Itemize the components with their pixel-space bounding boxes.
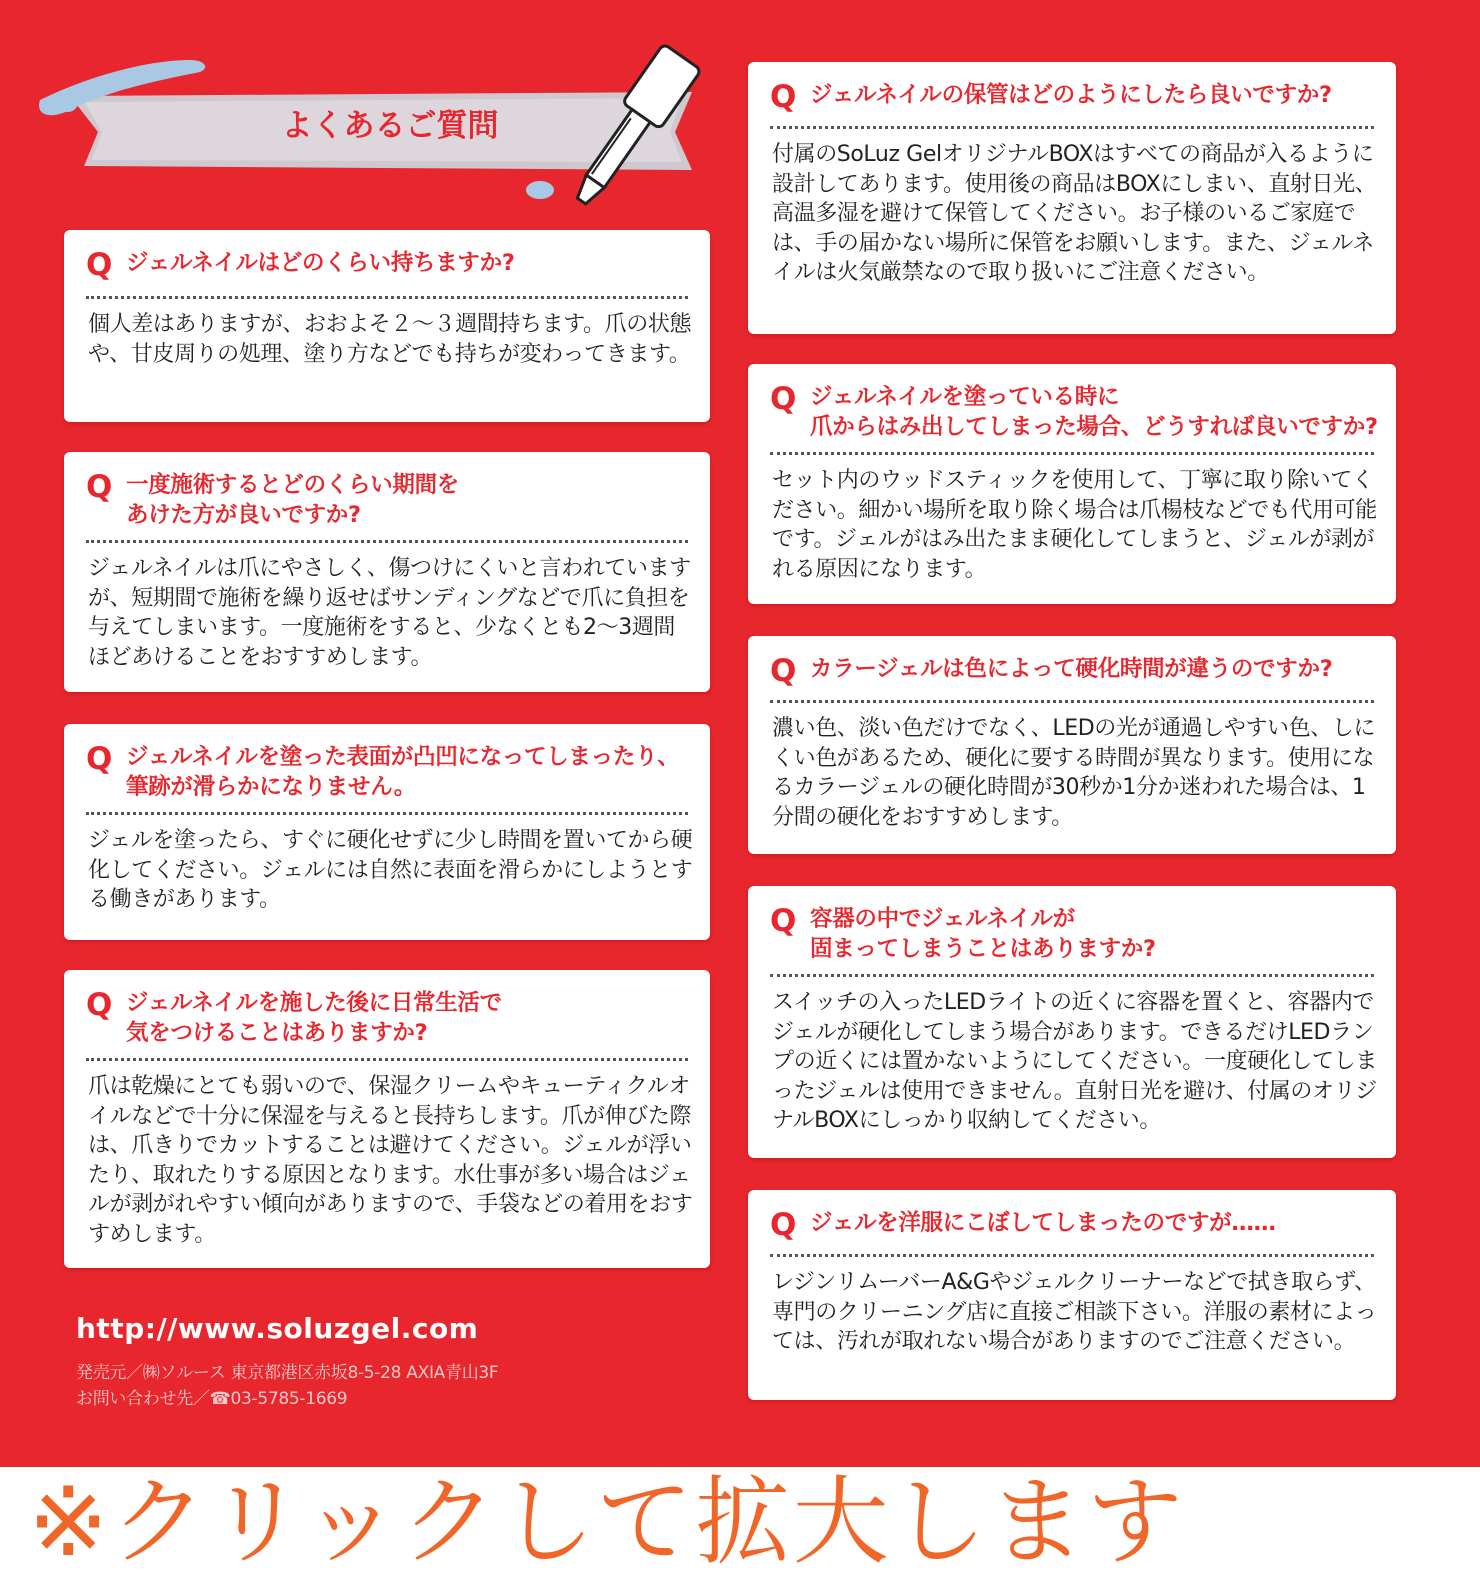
dotted-divider xyxy=(86,812,688,815)
q-mark-icon: Q xyxy=(770,1207,797,1243)
answer-text: 濃い色、淡い色だけでなく、LEDの光が通過しやすい色、しにくい色があるため、硬化に要する時間が異なります。使用になるカラージェルの硬化時間が30秒か1分か迷われた場合は、1分間の硬化をおすすめします。 xyxy=(772,716,1376,830)
question-header xyxy=(86,988,696,1048)
answer-text: スイッチの入ったLEDライトの近くに容器を置くと、容器内でジェルが硬化してしまう場合があります。できるだけLEDランプの近くには置かないようにしてください。一度硬化してしまったジェルは使用できません。直射日光を避け、付属のオリジナルBOXにしっかり収納してください。 xyxy=(772,990,1377,1133)
contact-phone: お問い合わせ先／☎03-5785-1669 xyxy=(76,1389,348,1409)
question-header xyxy=(770,1207,1382,1243)
dotted-divider xyxy=(770,126,1374,129)
question-text: 一度施術するとどのくらい期間を あけた方が良いですか? xyxy=(126,472,460,528)
q-mark-icon: Q xyxy=(770,903,797,939)
faq-left-card-1 xyxy=(64,230,710,422)
question-text: ジェルネイルはどのくらい持ちますか? xyxy=(126,250,515,276)
q-mark-icon: Q xyxy=(86,247,113,283)
dotted-divider xyxy=(770,1254,1374,1257)
question-text: ジェルネイルを施した後に日常生活で 気をつけることはありますか? xyxy=(126,990,502,1046)
question-header xyxy=(770,382,1382,442)
faq-right-card-2 xyxy=(748,364,1396,604)
q-mark-icon: Q xyxy=(770,381,797,417)
page-title: よくあるご質問 xyxy=(281,108,499,144)
answer-text: 爪は乾燥にとても弱いので、保湿クリームやキューティクルオイルなどで十分に保湿を与えると長持ちします。爪が伸びた際は、爪きりでカットすることは避けてください。ジェルが浮いたり、取れたりする原因となります。水仕事が多い場合はジェルが剥がれやすい傾向がありますので、手袋などの着用をおすすめします。 xyxy=(88,1074,693,1247)
faq-left-card-2 xyxy=(64,452,710,692)
faq-left-card-3 xyxy=(64,724,710,940)
question-text: 容器の中でジェルネイルが 固まってしまうことはありますか? xyxy=(810,906,1156,962)
answer-text: セット内のウッドスティックを使用して、丁寧に取り除いてください。細かい場所を取り除く場合は爪楊枝などでも代用可能です。ジェルがはみ出たまま硬化してしまうと、ジェルが剥がれる原因になります。 xyxy=(772,468,1377,582)
answer-text: ジェルを塗ったら、すぐに硬化せずに少し時間を置いてから硬化してください。ジェルには自然に表面を滑らかにしようとする働きがあります。 xyxy=(88,828,693,912)
question-text: カラージェルは色によって硬化時間が違うのですか? xyxy=(810,656,1333,682)
website-link[interactable]: http://www.soluzgel.com xyxy=(76,1312,479,1345)
click-to-enlarge-caption[interactable]: ※クリックして拡大します xyxy=(28,1466,1185,1578)
faq-left-card-4 xyxy=(64,970,710,1268)
q-mark-icon: Q xyxy=(86,741,113,777)
question-text: ジェルネイルを塗っている時に 爪からはみ出してしまった場合、どうすれば良いですか? xyxy=(810,384,1378,440)
question-header xyxy=(86,742,696,802)
seller-address: 発売元／㈱ソルース 東京都港区赤坂8-5-28 AXIA青山3F xyxy=(76,1363,499,1383)
faq-right-card-4 xyxy=(748,886,1396,1158)
question-header xyxy=(86,247,696,283)
dotted-divider xyxy=(770,452,1374,455)
faq-right-card-3 xyxy=(748,636,1396,854)
q-mark-icon: Q xyxy=(86,987,113,1023)
dotted-divider xyxy=(86,296,688,299)
dotted-divider xyxy=(86,540,688,543)
nail-polish-bottle-icon xyxy=(520,40,740,220)
answer-text: ジェルネイルは爪にやさしく、傷つけにくいと言われていますが、短期間で施術を繰り返せばサンディングなどで爪に負担を与えてしまいます。一度施術をすると、少なくとも2～3週間ほどあけることをおすすめします。 xyxy=(88,556,691,670)
faq-right-card-5 xyxy=(748,1190,1396,1400)
q-mark-icon: Q xyxy=(770,79,797,115)
answer-text: 個人差はありますが、おおよそ２～３週間持ちます。爪の状態や、甘皮周りの処理、塗り方などでも持ちが変わってきます。 xyxy=(88,312,692,367)
brush-stroke-decoration xyxy=(30,50,230,130)
answer-text: レジンリムーバーA&Gやジェルクリーナーなどで拭き取らず、専門のクリーニング店に直接ご相談下さい。洋服の素材によっては、汚れが取れない場合がありますのでご注意ください。 xyxy=(772,1270,1377,1354)
dotted-divider xyxy=(86,1058,688,1061)
question-text: ジェルを洋服にこぼしてしまったのですが…… xyxy=(810,1210,1276,1236)
question-header xyxy=(770,653,1382,689)
answer-text: 付属のSoLuz GelオリジナルBOXはすべての商品が入るように設計してあります。使用後の商品はBOXにしまい、直射日光、高温多湿を避けて保管してください。お子様のいるご家庭では、手の届かない場所に保管をお願いします。また、ジェルネイルは火気厳禁なので取り扱いにご注意ください。 xyxy=(772,142,1377,285)
question-header xyxy=(86,470,696,530)
q-mark-icon: Q xyxy=(770,653,797,689)
dotted-divider xyxy=(770,974,1374,977)
question-header xyxy=(770,904,1382,964)
question-header xyxy=(770,79,1382,115)
question-text: ジェルネイルを塗った表面が凸凹になってしまったり、 筆跡が滑らかになりません。 xyxy=(126,744,680,800)
faq-right-card-1 xyxy=(748,62,1396,334)
q-mark-icon: Q xyxy=(86,469,113,505)
question-text: ジェルネイルの保管はどのようにしたら良いですか? xyxy=(810,82,1332,108)
dotted-divider xyxy=(770,700,1374,703)
